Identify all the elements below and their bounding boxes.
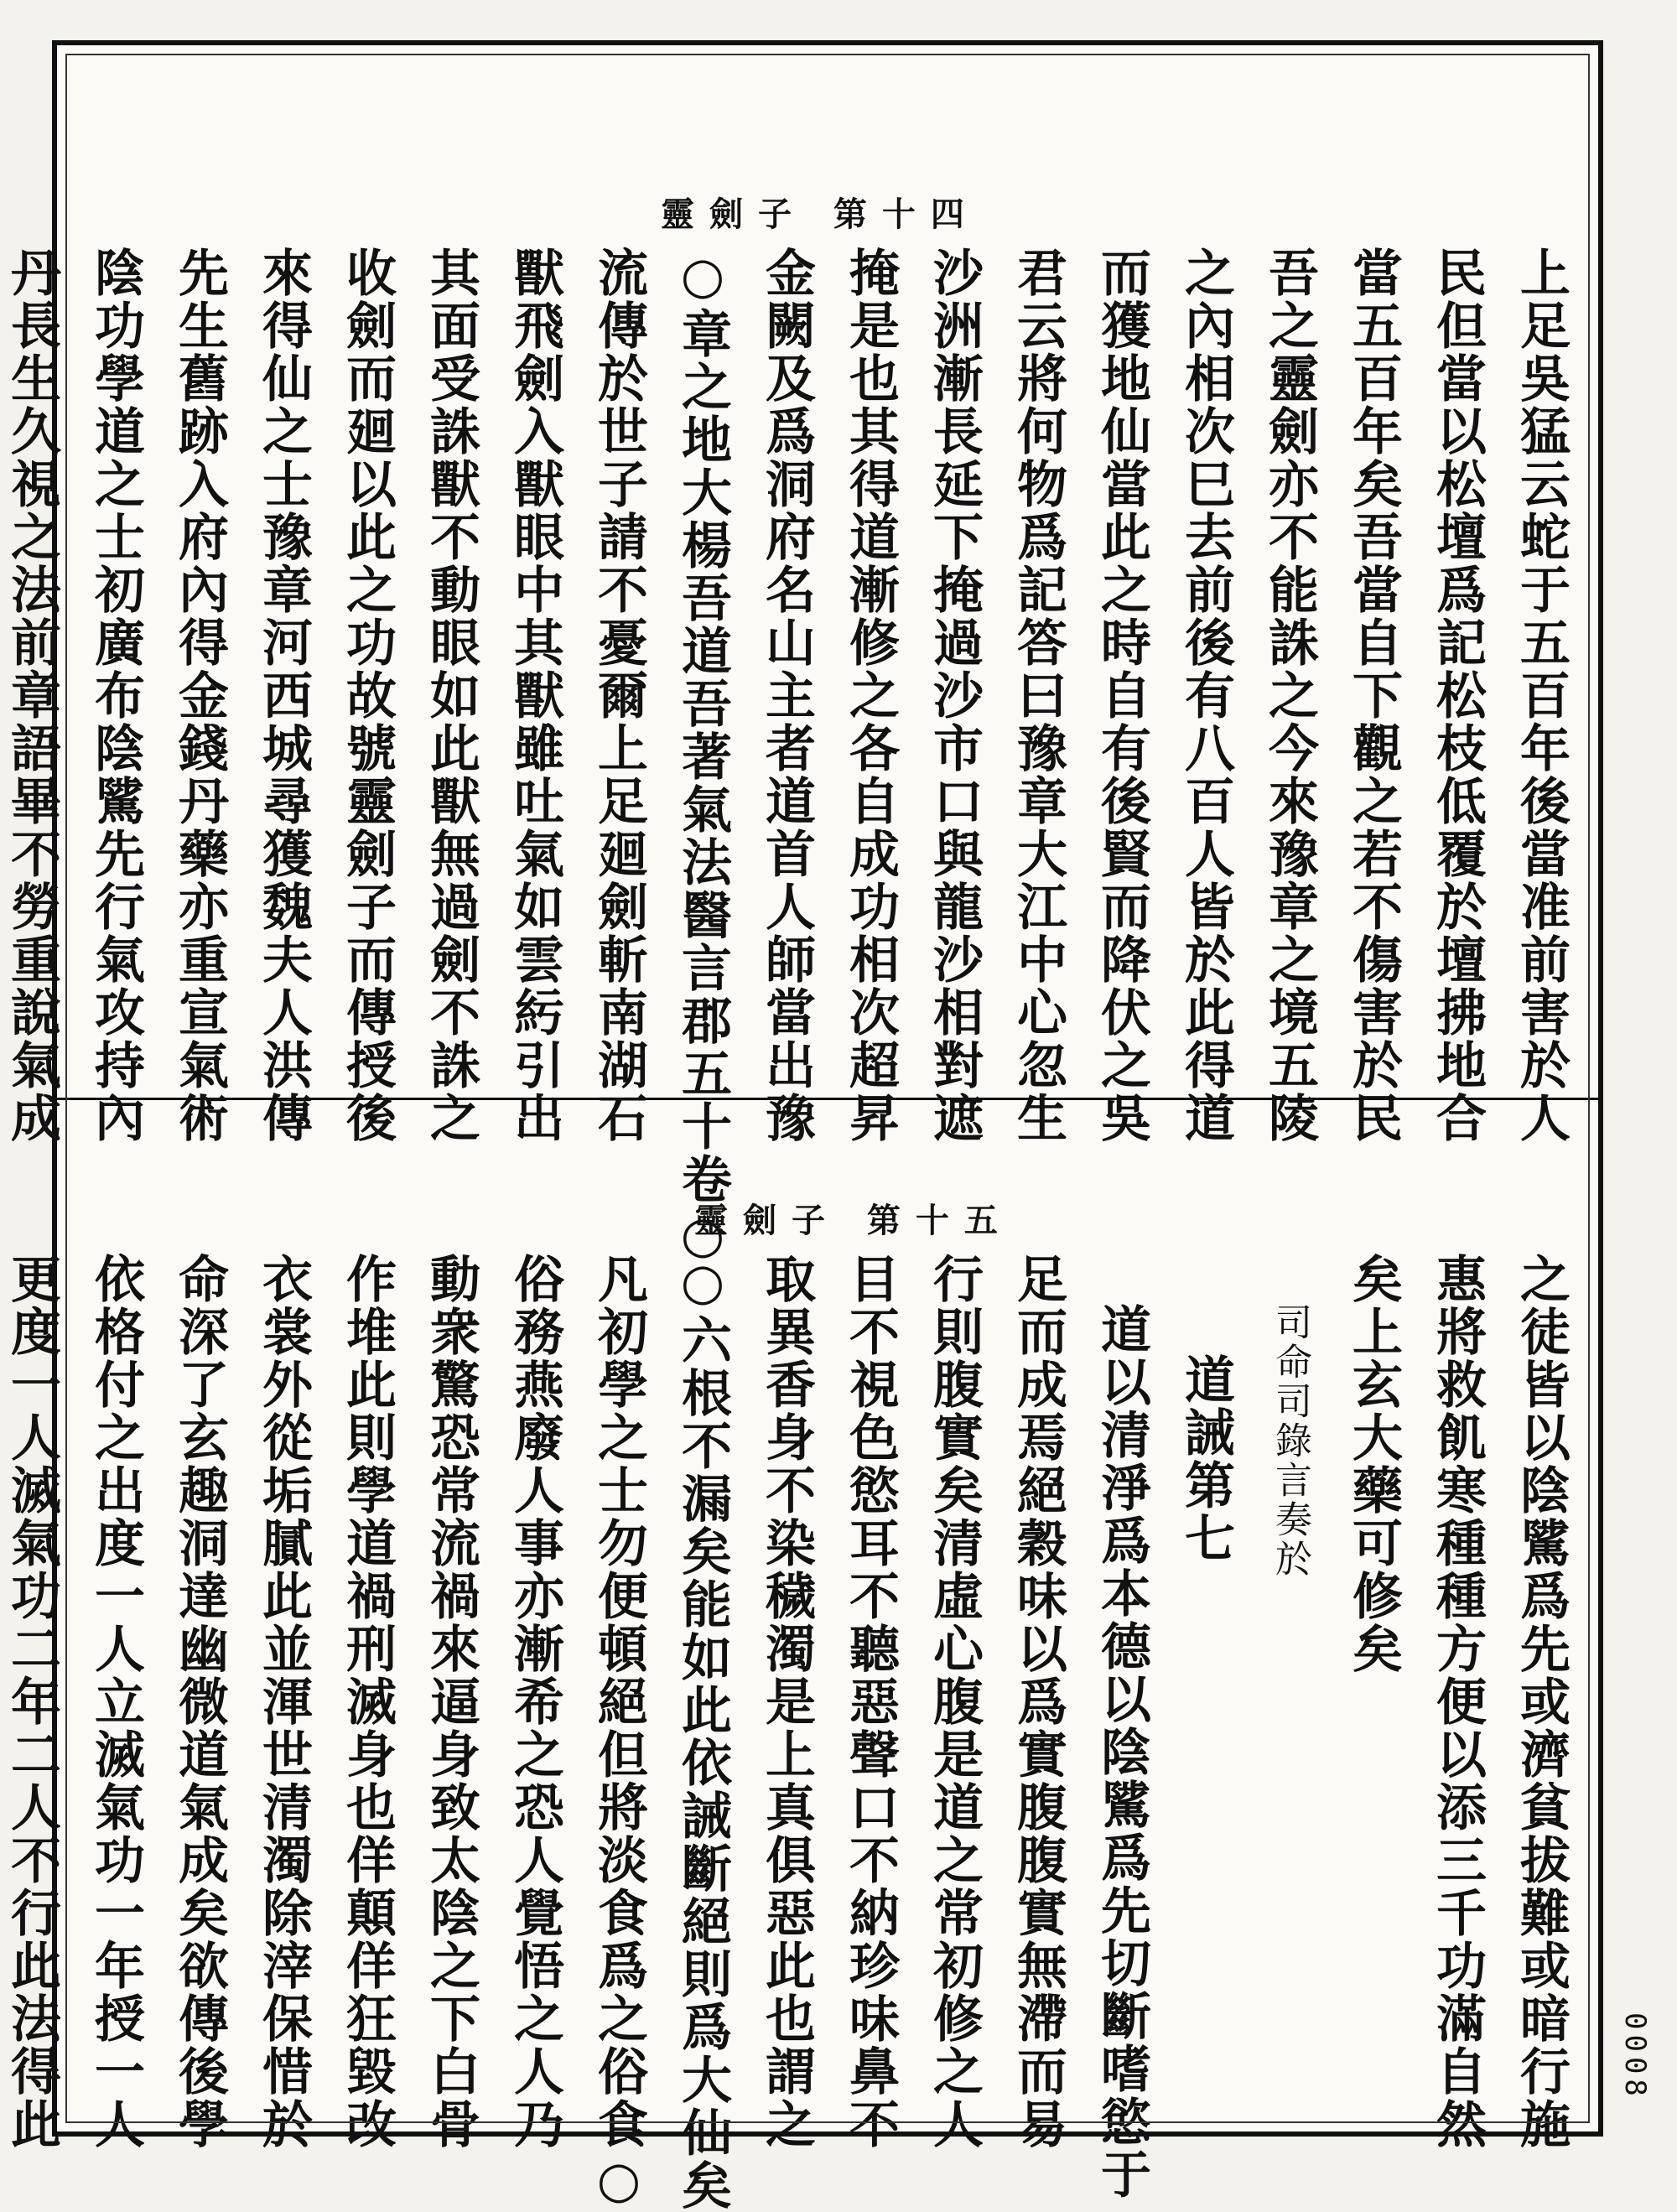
text-column: 矣上玄大藥可修矣 xyxy=(1344,1253,1403,1675)
text-column: 取異香身不染穢濁是上真俱惡此也謂之 xyxy=(757,1253,816,2151)
text-column: 收劍而廻以此之功故號靈劍子而傳授後 xyxy=(338,247,397,1145)
text-column: 之內相次巳去前後有八百人皆於此得道 xyxy=(1176,247,1235,1145)
text-column: 其面受誅獸不動眼如此獸無過劍不誅之 xyxy=(422,247,480,1145)
text-column: 而獲地仙當此之時自有後賢而降伏之吳 xyxy=(1093,247,1151,1145)
top-folio: 靈劍子 第十四 xyxy=(661,195,979,234)
page-frame xyxy=(3,40,1603,2212)
text-column: 目不視色慾耳不聽惡聲口不納珍味鼻不 xyxy=(841,1253,900,2151)
text-column: 先生舊跡入府內得金錢丹藥亦重宣氣術 xyxy=(170,247,229,1145)
panel-divider xyxy=(57,1098,1598,1100)
text-column: 沙洲漸長延下掩過沙市口與龍沙相對遮 xyxy=(925,247,984,1145)
text-column: 俗務燕廢人事亦漸希之恐人覺悟之人乃 xyxy=(506,1253,564,2151)
text-column: 道以清淨爲本德以陰騭爲先切斷嗜慾于 xyxy=(1093,1303,1151,2201)
text-column: 君云將何物爲記答曰豫章大江中心忽生 xyxy=(1009,247,1067,1145)
text-column: 吾之靈劍亦不能誅之今來豫章之境五陵 xyxy=(1260,247,1319,1145)
text-column: 來得仙之士豫章河西城尋獲魏夫人洪傳 xyxy=(254,247,313,1145)
bottom-text-block xyxy=(3,1253,1583,2212)
text-column: 獸飛劍入獸眼中其獸雖吐氣如雲䊸引出 xyxy=(506,247,564,1145)
text-column: 動衆驚恐常流禍來逼身致太陰之下白骨 xyxy=(422,1253,480,2151)
annotation-column: 司命司錄言奏於 xyxy=(1269,1303,1311,1579)
text-column: 金闕及爲洞府名山主者道首人師當出豫 xyxy=(757,247,816,1145)
text-column: 衣裳外從垢膩此並渾世清濁除滓保惜於 xyxy=(254,1253,313,2151)
text-column: 作堆此則學道禍刑滅身也佯顛佯狂毀改 xyxy=(338,1253,397,2151)
text-column: 命深了玄趣洞達幽微道氣成矣欲傳後學 xyxy=(170,1253,229,2151)
text-column: 凡初學之士勿便頓絕但將淡食爲之俗食○ xyxy=(589,1253,648,2212)
text-column: 更度一人滅氣功二年二人不行此法得此 xyxy=(3,1253,61,2151)
chapter-heading: 道誡第七 xyxy=(1176,1353,1235,1565)
text-column: ○六根不漏矣能如此依誡斷絕則爲大仙矣 xyxy=(673,1253,732,2212)
text-column: 陰功學道之士初廣布陰騭先行氣攻持內 xyxy=(86,247,145,1145)
page-number: 0008 xyxy=(1618,2012,1652,2101)
text-column: 當五百年矣吾當自下觀之若不傷害於民 xyxy=(1344,247,1403,1145)
text-column: 足而成焉絕穀味以爲實腹腹實無滯而易 xyxy=(1009,1253,1067,2151)
text-column: 行則腹實矣清虛心腹是道之常初修之人 xyxy=(925,1253,984,2151)
text-column: 掩是也其得道漸修之各自成功相次超昇 xyxy=(841,247,900,1145)
text-column: 惠將救飢寒種種方便以添三千功滿自然 xyxy=(1428,1253,1487,2151)
text-column: 之徒皆以陰騭爲先或濟貧拔難或暗行施 xyxy=(1512,1253,1571,2151)
text-column: 依格付之出度一人立滅氣功一年授一人 xyxy=(86,1253,145,2151)
text-column: 流傳於世子請不憂爾上足廻劍斬南湖石 xyxy=(589,247,648,1145)
text-column: 民但當以松壇爲記松枝低覆於壇拂地合 xyxy=(1428,247,1487,1145)
text-column: 丹長生久視之法前章語畢不勞重說氣成 xyxy=(3,247,61,1145)
bottom-folio: 靈劍子 第十五 xyxy=(694,1201,1013,1240)
text-column: ○章之地大楊吾道吾著氣法醫言郡五十卷○ xyxy=(673,247,732,1267)
text-column: 上足吳猛云蛇于五百年後當准前害於人 xyxy=(1512,247,1571,1145)
